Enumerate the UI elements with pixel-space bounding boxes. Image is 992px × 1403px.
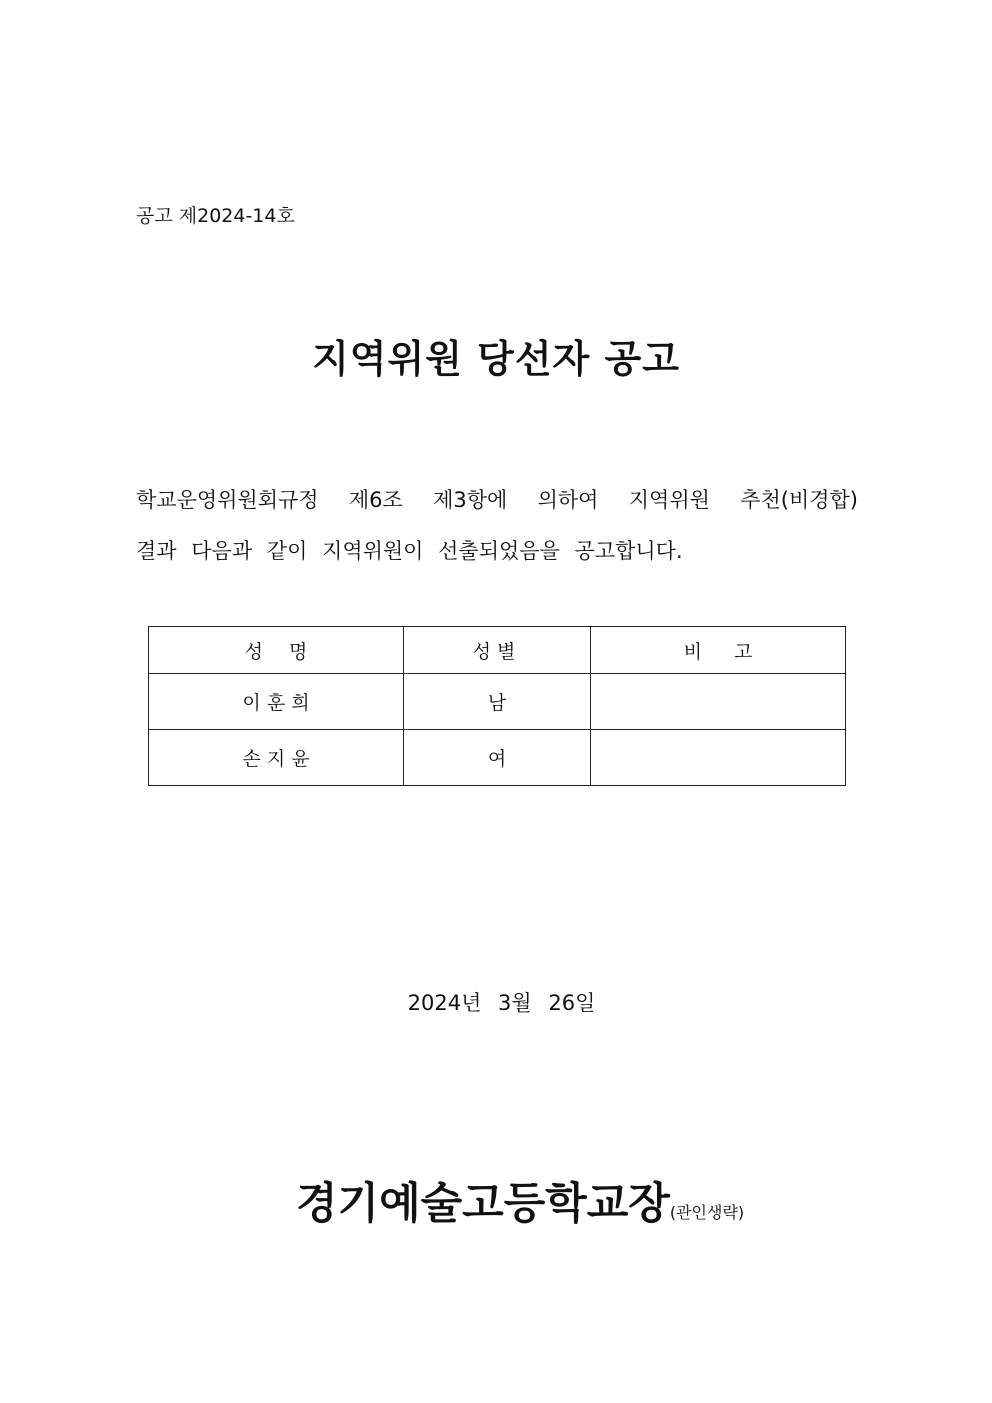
body-text-line-2: 결과 다음과 같이 지역위원이 선출되었음을 공고합니다. [136,539,683,563]
body-text-line-1: 학교운영위원회규정 제6조 제3항에 의하여 지역위원 추천(비경합) [136,488,858,512]
issuer-name: 경기예술고등학교장 [296,1179,670,1229]
header-remark: 비 고 [591,627,846,674]
table-header-row [149,627,846,674]
seal-note: (관인생략) [669,1203,745,1222]
header-gender: 성별 [404,627,591,674]
elected-members-table [148,626,846,786]
cell-remark [591,674,846,730]
cell-gender: 남 [404,674,591,730]
cell-gender: 여 [404,730,591,786]
table-row [149,730,846,786]
issuer-signature [296,1170,744,1231]
notice-number: 공고 제2024-14호 [136,205,295,227]
page-title: 지역위원 당선자 공고 [312,337,680,381]
table-row [149,674,846,730]
cell-name: 손 지 윤 [149,730,404,786]
notice-date: 2024년 3월 26일 [407,991,596,1015]
cell-remark [591,730,846,786]
header-name: 성 명 [149,627,404,674]
cell-name: 이 훈 희 [149,674,404,730]
